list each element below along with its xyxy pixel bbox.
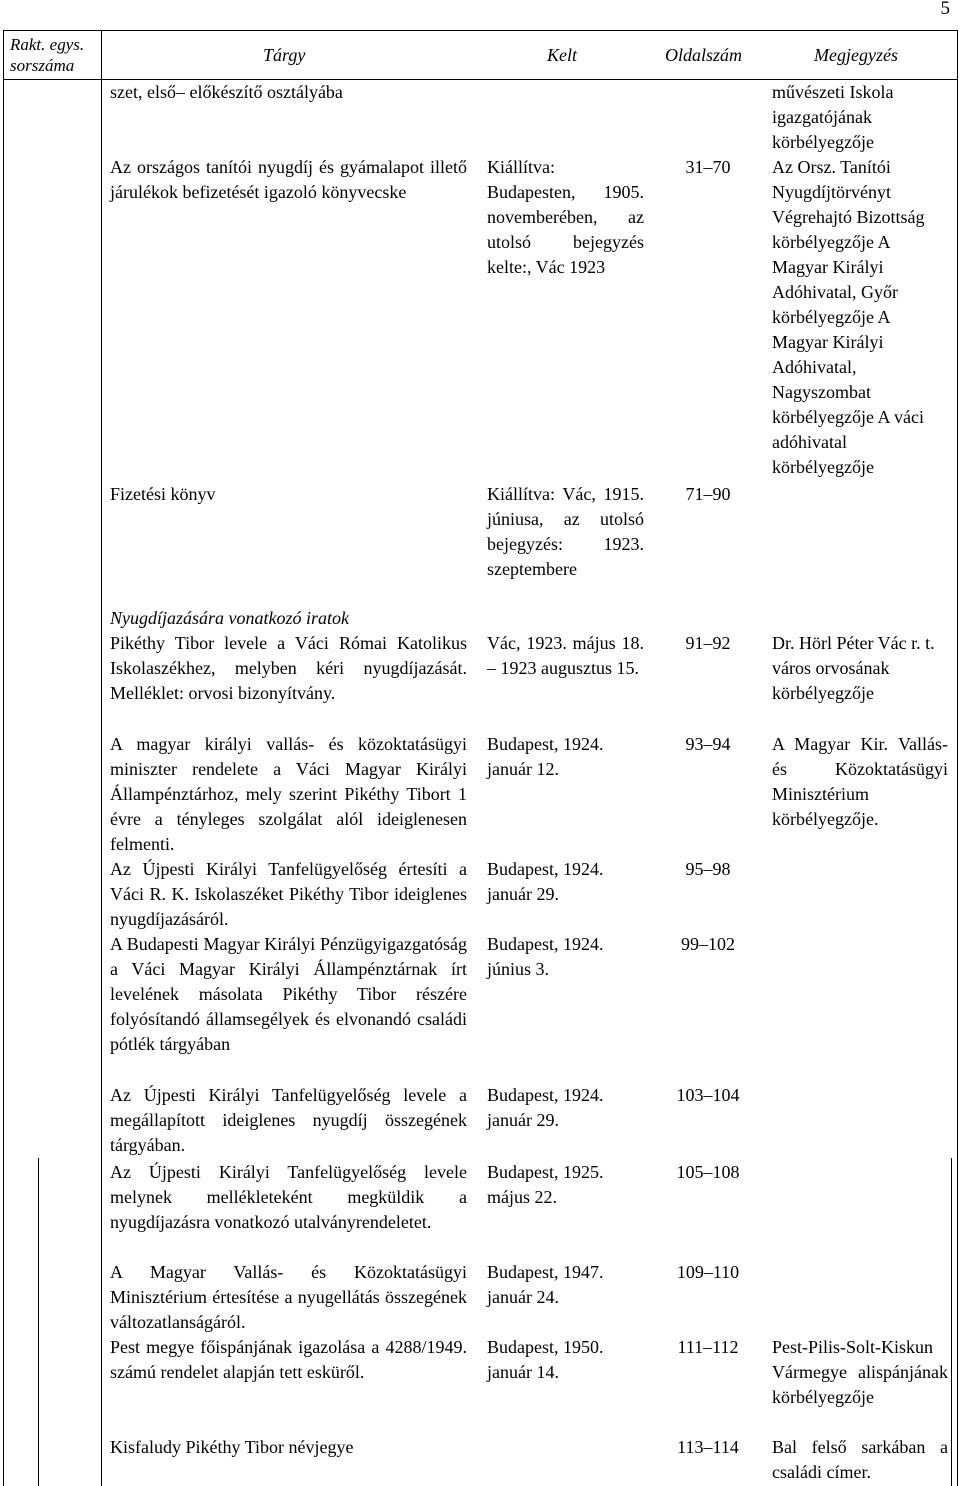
- row-subject: Az Újpesti Királyi Tanfelügyelőség értesíti a Váci R. K. Iskolaszéket Pikéthy Tibor ideiglenes nyugdíjazásáról.: [110, 859, 467, 929]
- row-pages: 91–92: [685, 633, 731, 653]
- section-heading: Nyugdíjazására vonatkozó iratok: [110, 608, 349, 628]
- row-pages: 31–70: [685, 157, 731, 177]
- header-number-line1: Rakt. egys.: [10, 35, 85, 54]
- row-pages: 71–90: [685, 484, 731, 504]
- row-date: Budapest, 1924. június 3.: [487, 934, 604, 979]
- row-pages: 105–108: [676, 1162, 740, 1182]
- row-pages: 99–102: [681, 934, 735, 954]
- row-notes: Dr. Hörl Péter Vác r. t. város orvosának körbélyegzője: [772, 633, 935, 703]
- header-number-line2: sorszáma: [10, 56, 75, 75]
- row-subject: Kisfaludy Pikéthy Tibor névjegye: [110, 1437, 354, 1457]
- row-subject: szet, első– előkészítő osztályába: [110, 82, 343, 102]
- table-top-border: [3, 30, 958, 31]
- row-date: Budapest, 1924. január 29.: [487, 859, 604, 904]
- number-column-divider: [101, 30, 102, 1486]
- row-subject: A Magyar Vallás- és Közoktatásügyi Minisztérium értesítése a nyugellátás összegének változatlanságáról.: [110, 1262, 467, 1332]
- header-pages: Oldalszám: [665, 45, 743, 65]
- row-notes: művészeti Iskola igazgatójának körbélyegzője: [772, 82, 894, 152]
- row-date: Budapest, 1925. május 22.: [487, 1162, 604, 1207]
- row-subject: Fizetési könyv: [110, 484, 216, 504]
- inner-left-mark: [38, 1158, 39, 1486]
- row-date: Vác, 1923. május 18. – 1923 augusztus 15.: [487, 633, 644, 678]
- header-date: Kelt: [547, 45, 577, 65]
- header-number-label: [10, 34, 102, 76]
- row-subject: A magyar királyi vallás- és közoktatásügyi miniszter rendelete a Váci Magyar Királyi Állampénztárhoz, mely szerint Pikéthy Tibort 1 évre a tényleges szolgálat alól ideiglenesen felmenti.: [110, 734, 467, 854]
- row-pages: 103–104: [676, 1085, 740, 1105]
- row-subject: Az Újpesti Királyi Tanfelügyelőség levele a megállapított ideiglenes nyugdíj összegének tárgyában.: [110, 1085, 467, 1155]
- row-notes: Bal felső sarkában a családi címer.: [772, 1437, 948, 1482]
- row-subject: Pikéthy Tibor levele a Váci Római Katolikus Iskolaszékhez, melyben kéri nyugdíjazását. Melléklet: orvosi bizonyítvány.: [110, 633, 467, 703]
- row-date: Kiállítva: Budapesten, 1905. novemberében, az utolsó bejegyzés kelte:, Vác 1923: [487, 157, 644, 277]
- row-date: Budapest, 1947. január 24.: [487, 1262, 604, 1307]
- row-notes: Pest-Pilis-Solt-Kiskun Vármegye alispánjának körbélyegzője: [772, 1337, 948, 1407]
- row-pages: 113–114: [677, 1437, 739, 1457]
- row-pages: 93–94: [685, 734, 731, 754]
- row-pages: 111–112: [677, 1337, 739, 1357]
- header-notes: Megjegyzés: [814, 45, 898, 65]
- row-subject: Az Újpesti Királyi Tanfelügyelőség levele melynek mellékleteként megküldik a nyugdíjazásra vonatkozó utalványrendeletet.: [110, 1162, 467, 1232]
- row-subject: Pest megye főispánjának igazolása a 4288/1949. számú rendelet alapján tett esküről.: [110, 1337, 467, 1382]
- row-date: Kiállítva: Vác, 1915. júniusa, az utolsó bejegyzés: 1923. szeptembere: [487, 484, 644, 579]
- row-pages: 95–98: [685, 859, 731, 879]
- page-number: 5: [940, 0, 950, 19]
- row-notes: A Magyar Kir. Vallás- és Közoktatásügyi Minisztérium körbélyegzője.: [772, 734, 948, 829]
- row-pages: 109–110: [676, 1262, 740, 1282]
- header-subject: Tárgy: [263, 45, 306, 65]
- table-left-border: [3, 30, 4, 1486]
- row-notes: Az Orsz. Tanítói Nyugdíjtörvényt Végrehajtó Bizottság körbélyegzője A Magyar Királyi Adóhivatal, Győr körbélyegzője A Magyar Királyi Adóhivatal, Nagyszombat körbélyegzője A váci adóhivatal körbélyegzője: [772, 157, 925, 477]
- inner-right-mark: [951, 1158, 952, 1486]
- row-date: Budapest, 1950. január 14.: [487, 1337, 604, 1382]
- row-subject: Az országos tanítói nyugdíj és gyámalapot illető járulékok befizetését igazoló könyvecske: [110, 157, 467, 202]
- table-right-border: [957, 30, 958, 1486]
- row-date: Budapest, 1924. január 29.: [487, 1085, 604, 1130]
- row-date: Budapest, 1924. január 12.: [487, 734, 604, 779]
- row-subject: A Budapesti Magyar Királyi Pénzügyigazgatóság a Váci Magyar Királyi Állampénztárnak írt levelének másolata Pikéthy Tibor részére folyósítandó államsegélyek és elvonandó családi pótlék tárgyában: [110, 934, 467, 1054]
